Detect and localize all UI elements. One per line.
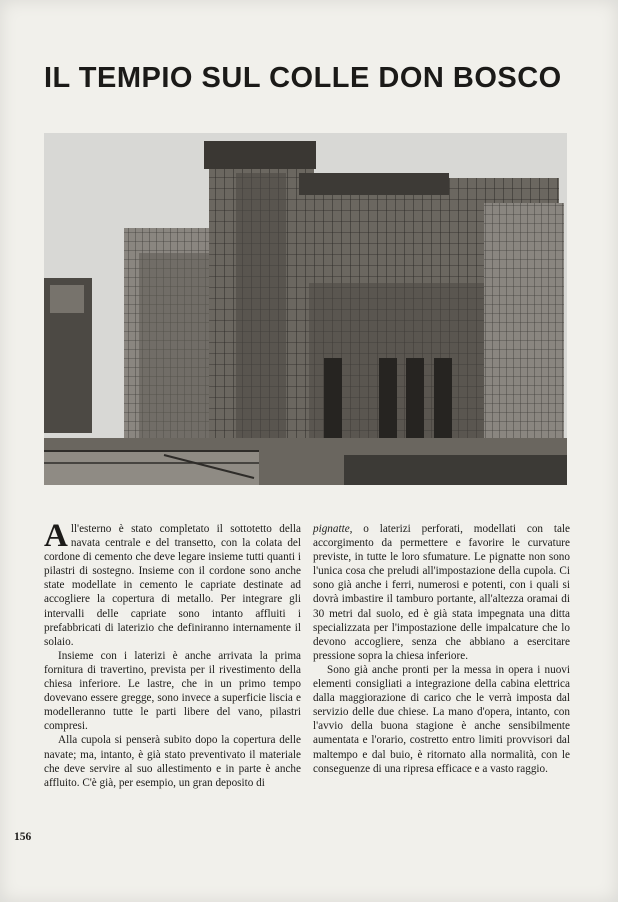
text-column-left — [44, 518, 301, 790]
paragraph-4 — [313, 522, 570, 663]
article-title: IL TEMPIO SUL COLLE DON BOSCO — [44, 62, 562, 94]
paragraph-3: Alla cupola si penserà subito dopo la copertura delle navate; ma, intanto, è già stato preventivato il materiale che deve servire al suo allestimento e in parte è anche affluito. C'è già, per esempio, un gran deposito di — [44, 734, 301, 789]
page-number: 156 — [14, 831, 32, 843]
paragraph-5: Sono già anche pronti per la messa in opera i nuovi elementi consigliati a integrazione della cabina elettrica dalla maggiorazione di carico che le verrà imposta dal servizio delle due chiese. La mano d'opera, intanto, con l'avvio della buona stagione è anche sensibilmente aumentata e l'orario, costretto entro limiti provvisori dal maltempo e dal buio, è ritornato alla normalità, con le conseguenze di una ripresa efficace e a vasto raggio. — [313, 663, 570, 775]
paragraph-4-text: o laterizi perforati, modellati con tale accorgimento da permettere e favorire le curvature previste, in tutte le loro sfumature. Le pignatte non sono l'unica cosa che preludi all'impostazione della cupola. Ci sono già anche i ferri, numerosi e potenti, con i quali si dovrà imbastire il tamburo portante, all'altezza oramai di 30 metri dal suolo, ed è già stata impegnata una ditta specializzata per l'impostazione delle impalcature che lo devono accogliere, senza che abbiano a esercitare pressione sopra la chiesa inferiore. — [313, 523, 570, 662]
italic-term: pignatte, — [313, 523, 353, 535]
paragraph-1-text: ll'esterno è stato completato il sottotetto della navata centrale e del transetto, con la colata del cordone di cemento che deve legare insieme tutti quanti i pilastri di sostegno. Insieme con il cordone sono anche state modellate in cemento le capriate destinate ad accogliere la copertura di metallo. Per integrare gli intervalli delle capriate sono intanto affluiti i prefabbricati di laterizio che definiranno internamente il solaio. — [44, 523, 301, 648]
construction-photo — [44, 133, 567, 485]
drop-cap: A — [44, 518, 68, 554]
text-column-right — [313, 522, 570, 776]
paragraph-1 — [44, 518, 301, 649]
paragraph-2: Insieme con i laterizi è anche arrivata la prima fornitura di travertino, prevista per il rivestimento della chiesa inferiore. Le lastre, che in un primo tempo dovevano essere gregge, sono invece a superficie liscia e modelleranno tutte le parti libere del vano, pilastri compresi. — [44, 649, 301, 733]
